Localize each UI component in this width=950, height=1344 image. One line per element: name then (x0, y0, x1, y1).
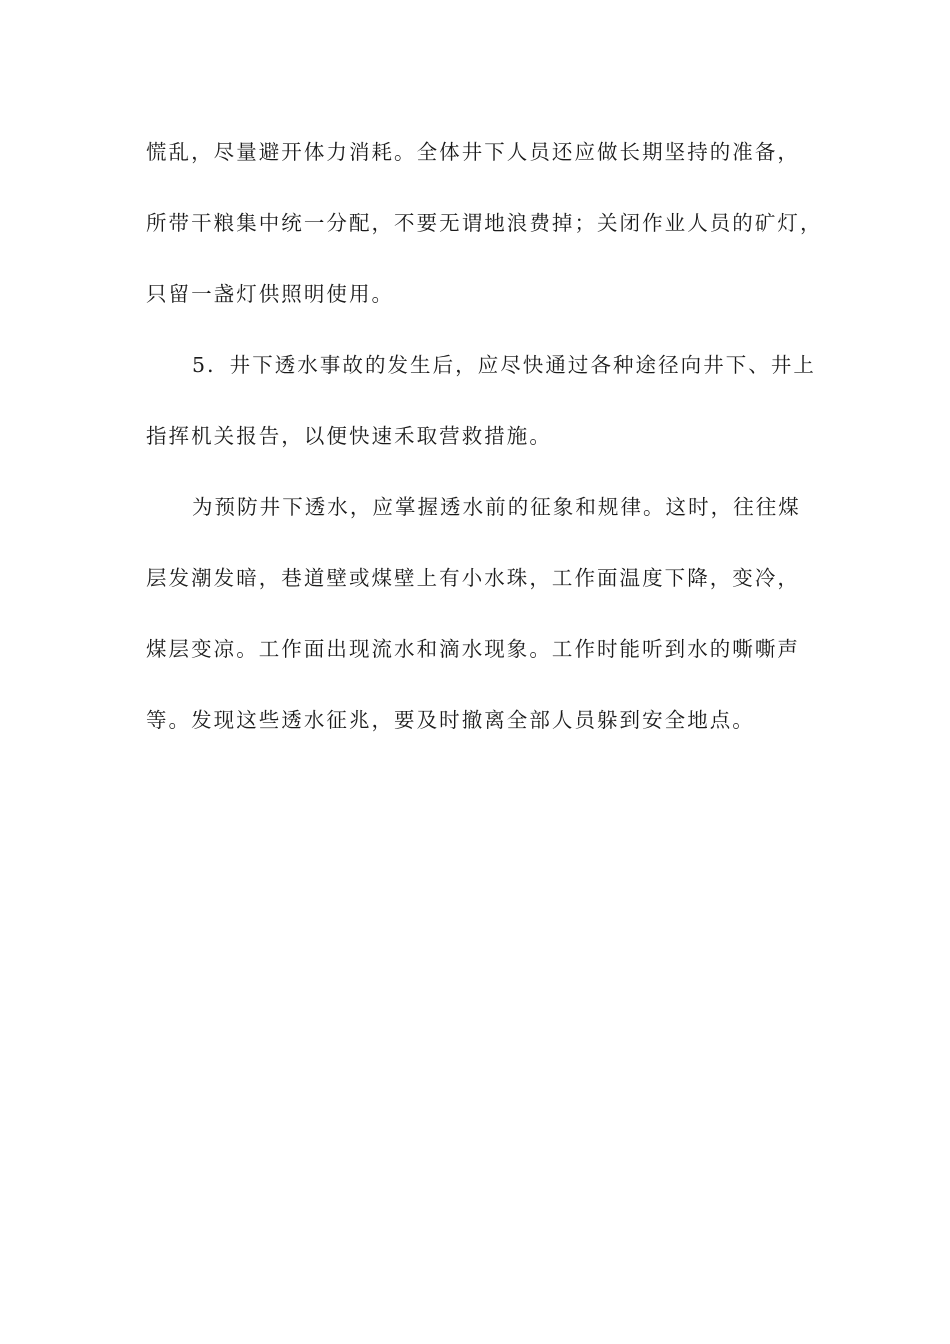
paragraph-start-line: 为预防井下透水，应掌握透水前的征象和规律。这时，往往煤 (192, 495, 801, 519)
text-line: 指挥机关报告，以便快速禾取营救措施。 (146, 424, 552, 448)
text-line: 煤层变凉。工作面出现流水和滴水现象。工作时能听到水的嘶嘶声 (146, 637, 800, 661)
text-line: 只留一盏灯供照明使用。 (146, 282, 395, 306)
text-line: 慌乱，尽量避开体力消耗。全体井下人员还应做长期坚持的准备， (146, 140, 800, 164)
document-body (146, 128, 823, 767)
text-line: 等。发现这些透水征兆，要及时撤离全部人员躲到安全地点。 (146, 708, 755, 732)
text-line: 所带干粮集中统一分配，不要无谓地浪费掉；关闭作业人员的矿灯， (146, 211, 823, 235)
paragraph-start-line: 5．井下透水事故的发生后，应尽快通过各种途径向井下、井上 (192, 353, 816, 377)
text-line: 层发潮发暗，巷道壁或煤壁上有小水珠，工作面温度下降，变冷， (146, 566, 800, 590)
